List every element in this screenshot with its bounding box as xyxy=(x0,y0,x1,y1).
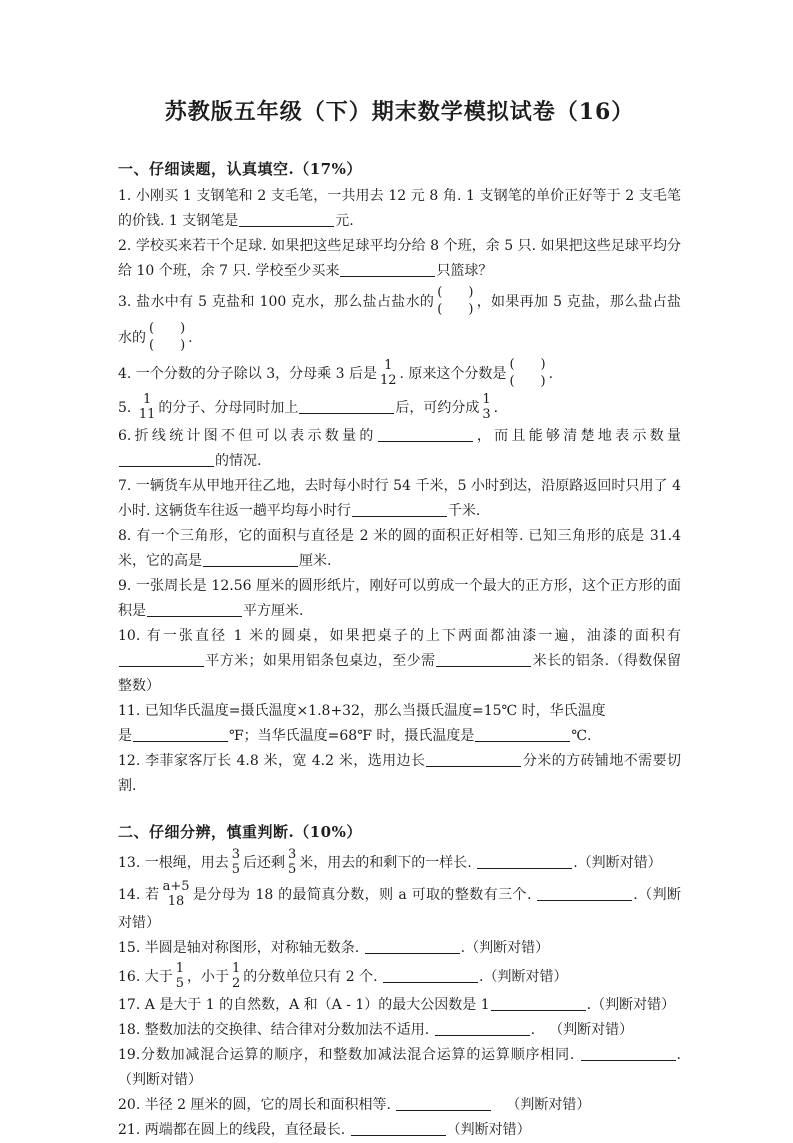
answer-blank xyxy=(351,1120,446,1136)
answer-blank xyxy=(147,601,242,617)
fraction-numerator: 1 xyxy=(384,358,393,373)
answer-blank xyxy=(396,1095,491,1111)
fraction-numerator: 1 xyxy=(232,961,241,976)
fraction-numerator: 1 xyxy=(175,961,184,976)
fraction-denominator: 5 xyxy=(288,862,297,877)
paren-blank-row: ( ) xyxy=(437,302,474,317)
answer-blank xyxy=(133,726,228,742)
fraction-numerator: 3 xyxy=(288,847,297,862)
answer-blank xyxy=(239,211,334,227)
answer-blank xyxy=(119,651,204,667)
fraction xyxy=(160,878,193,910)
fraction xyxy=(377,357,400,389)
exam-content xyxy=(118,158,681,1143)
paren-fraction-blank xyxy=(506,355,548,391)
fraction xyxy=(229,960,243,992)
question: 13. 一根绳，用去 3 5 后还剩 3 5 米，用去的和剩下的一样长. .（判断对错） xyxy=(118,847,662,877)
fraction-denominator: 5 xyxy=(231,862,240,877)
question: 18. 整数加法的交换律、结合律对分数加法不适用. . （判断对错） xyxy=(118,1022,634,1038)
question: 16. 大于 1 5 ，小于 1 2 的分数单位只有 2 个. .（判断对错） xyxy=(118,961,568,991)
answer-blank xyxy=(435,1020,530,1036)
question: 21. 两端都在圆上的线段，直径最长. （判断对错） xyxy=(118,1122,531,1138)
answer-blank xyxy=(119,451,214,467)
fraction-denominator: 18 xyxy=(167,894,185,909)
answer-blank xyxy=(491,995,586,1011)
fraction-denominator: 12 xyxy=(379,373,397,388)
answer-blank xyxy=(365,938,460,954)
fraction xyxy=(479,391,493,423)
section-heading: 一、仔细读题，认真填空.（17%） xyxy=(118,160,362,178)
answer-blank xyxy=(203,551,298,567)
fraction-denominator: 2 xyxy=(232,976,241,991)
fraction-numerator: a+5 xyxy=(162,879,190,894)
question: 2. 学校买来若干个足球. 如果把这些足球平均分给 8 个班，余 5 只. 如果把这些足球平均分给 10 个班，余 7 只. 学校至少买来 只篮球？ xyxy=(118,238,681,279)
question: 11. 已知华氏温度=摄氏温度×1.8+32，那么当摄氏温度=15℃ 时，华氏温度 是 ℉；当华氏温度=68℉ 时，摄氏温度是 ℃. xyxy=(118,703,606,744)
paren-fraction-blank xyxy=(146,319,188,355)
question: 5. 1 11 的分子、分母同时加上 后，可约分成 1 3 . xyxy=(118,392,499,422)
question: 7. 一辆货车从甲地开往乙地，去时每小时行 54 千米，5 小时到达，沿原路返回时只用了 4 小时. 这辆货车往返一趟平均每小时行 千米. xyxy=(118,478,681,519)
fraction xyxy=(285,846,299,878)
question: 12. 李菲家客厅长 4.8 米，宽 4.2 米，选用边长 分米的方砖铺地不需要切割. xyxy=(118,753,682,794)
paren-blank-row: ( ) xyxy=(149,321,186,336)
question: 20. 半径 2 厘米的圆，它的周长和面积相等. （判断对错） xyxy=(118,1097,591,1113)
answer-blank xyxy=(436,651,531,667)
answer-blank xyxy=(383,967,478,983)
question: 9. 一张周长是 12.56 厘米的圆形纸片，刚好可以剪成一个最大的正方形，这个正方形的面积是 平方厘米. xyxy=(118,578,681,619)
paren-fraction-blank xyxy=(434,283,476,319)
question: 6.折线统计图不但可以表示数量的 ，而且能够清楚地表示数量的情况. xyxy=(118,428,682,469)
page-title: 苏教版五年级（下）期末数学模拟试卷（16） xyxy=(164,99,635,125)
fraction-numerator: 1 xyxy=(482,392,491,407)
question: 10. 有一张直径 1 米的圆桌，如果把桌子的上下两面都油漆一遍，油漆的面积有平方米；如果用铝条包桌边，至少需 米长的铝条.（得数保留整数） xyxy=(118,628,681,694)
fraction xyxy=(173,960,187,992)
answer-blank xyxy=(477,853,572,869)
fraction xyxy=(229,846,243,878)
fraction-numerator: 3 xyxy=(231,847,240,862)
question: 1. 小刚买 1 支钢笔和 2 支毛笔，一共用去 12 元 8 角. 1 支钢笔的单价正好等于 2 支毛笔的价钱. 1 支钢笔是 元. xyxy=(118,188,681,229)
fraction xyxy=(136,391,159,423)
answer-blank xyxy=(378,426,473,442)
question: 3. 盐水中有 5 克盐和 100 克水，那么盐占盐水的 ( ) ( ) ，如果再加 5 克盐，那么盐占盐水的 ( ) ( ) . xyxy=(118,285,681,353)
question: 14. 若 a+5 18 是分母为 18 的最简真分数，则 a 可取的整数有三个. .（判断对错） xyxy=(118,879,681,931)
fraction-denominator: 3 xyxy=(482,407,491,422)
answer-blank xyxy=(537,885,632,901)
paren-blank-row: ( ) xyxy=(437,285,474,300)
question: 19.分数加减混合运算的顺序，和整数加减法混合运算的运算顺序相同. .（判断对错） xyxy=(118,1047,681,1088)
fraction-denominator: 5 xyxy=(175,976,184,991)
answer-blank xyxy=(340,261,435,277)
paren-blank-row: ( ) xyxy=(509,374,546,389)
paren-blank-row: ( ) xyxy=(149,338,186,353)
answer-blank xyxy=(581,1045,676,1061)
paren-blank-row: ( ) xyxy=(509,357,546,372)
answer-blank xyxy=(299,398,394,414)
section-heading: 二、仔细分辨，慎重判断.（10%） xyxy=(118,823,362,841)
answer-blank xyxy=(475,726,570,742)
question: 17. A 是大于 1 的自然数，A 和（A - 1）的最大公因数是 1 .（判断对错） xyxy=(118,997,676,1013)
question: 8. 有一个三角形，它的面积与直径是 2 米的圆的面积正好相等. 已知三角形的底是 31.4 米，它的高是 厘米. xyxy=(118,528,681,569)
fraction-numerator: 1 xyxy=(142,392,152,407)
fraction-denominator: 11 xyxy=(138,407,156,422)
question: 15. 半圆是轴对称图形，对称轴无数条. .（判断对错） xyxy=(118,940,550,956)
answer-blank xyxy=(426,751,521,767)
answer-blank xyxy=(352,501,447,517)
question: 4. 一个分数的分子除以 3，分母乘 3 后是 1 12 . 原来这个分数是 ( ) ( ) . xyxy=(118,357,554,389)
